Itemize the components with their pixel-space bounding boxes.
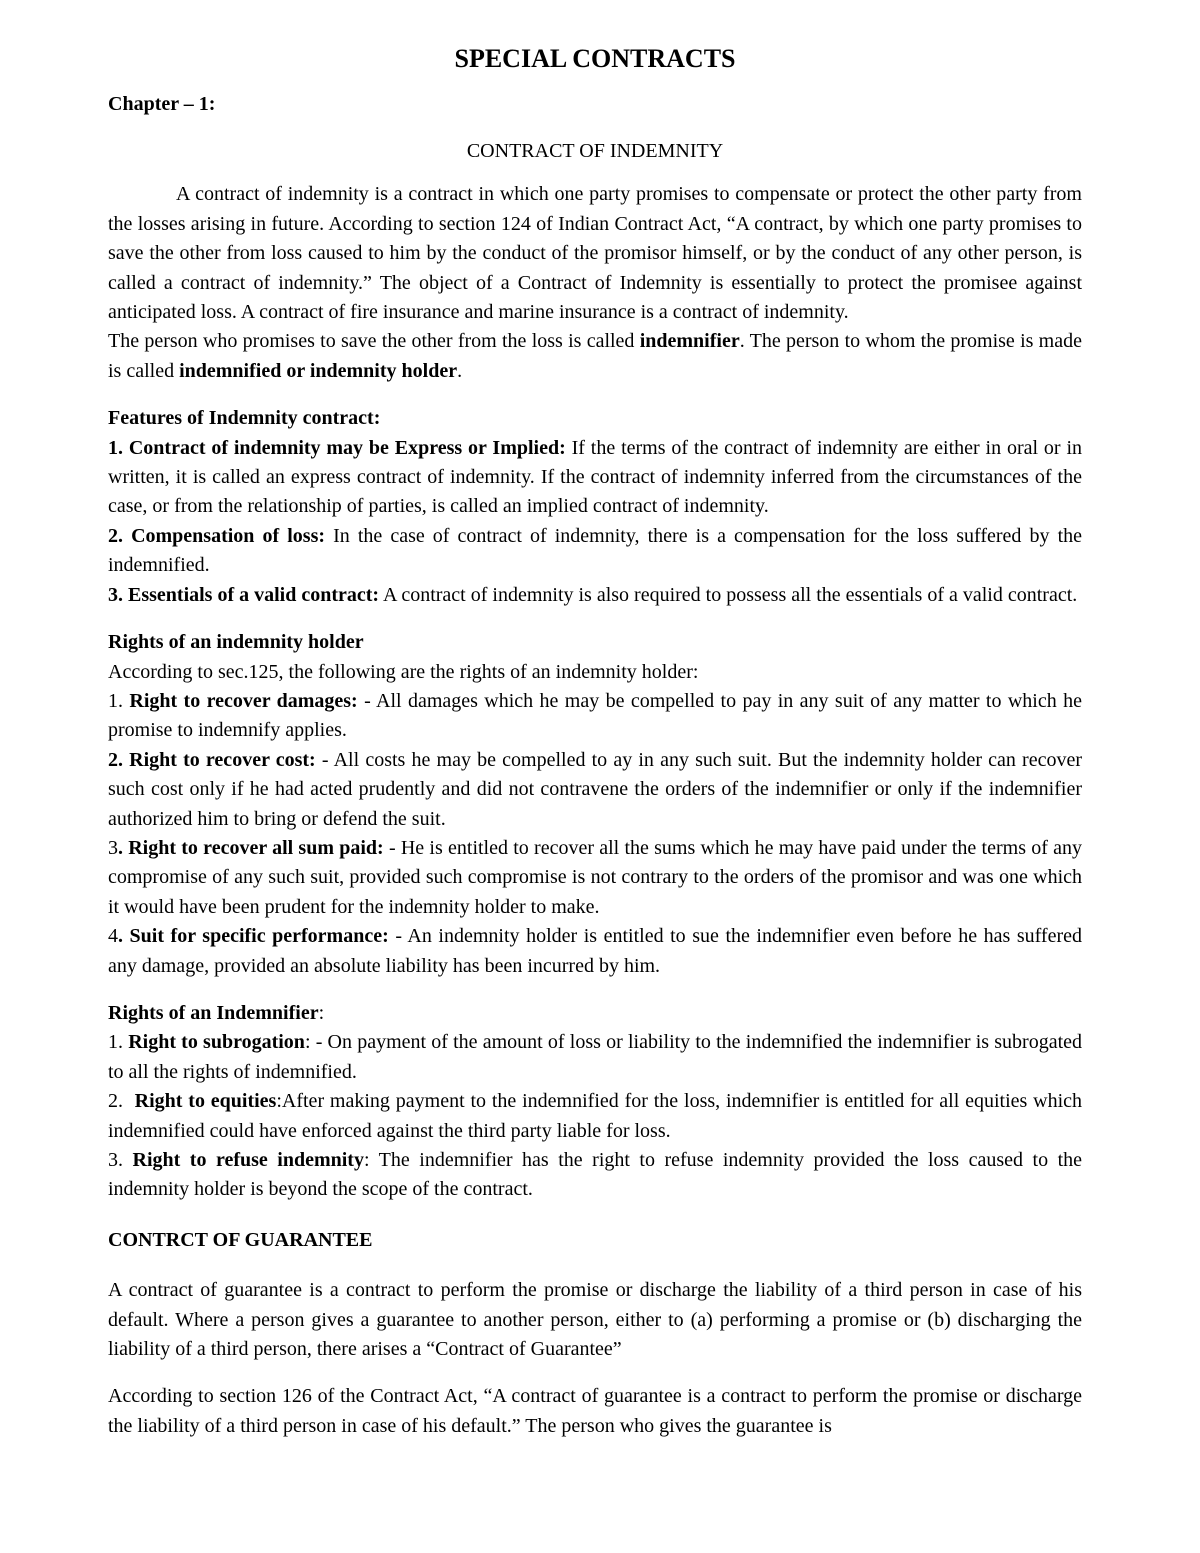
feature-item — [108, 522, 1082, 581]
item-number: 1. — [108, 1031, 129, 1054]
holder-right-item — [108, 746, 1082, 834]
item-label: . Right to recover all sum paid: — [118, 836, 384, 859]
indemnified-term: indemnified or indemnity holder — [179, 359, 458, 382]
holder-rights-intro: According to sec.125, the following are the rights of an indemnity holder: — [108, 660, 699, 683]
holder-rights-heading: Rights of an indemnity holder — [108, 631, 364, 654]
indemnity-definitions — [108, 327, 1082, 386]
holder-right-item — [108, 922, 1082, 981]
feature-label: 2. Compensation of loss: — [108, 524, 326, 547]
feature-item — [108, 434, 1082, 522]
feature-text: In the case of contract of indemnity, there is a compensation for the loss suffered by the indemnified. — [108, 524, 1082, 577]
holder-right-item — [108, 834, 1082, 922]
item-text: - He is entitled to recover all the sums which he may have paid under the terms of any compromise of any such suit, provided such compromise is not contrary to the orders of the promisor and was one which it would have been prudent for the indemnity holder to make. — [108, 836, 1083, 918]
indemnifier-term: indemnifier — [639, 330, 740, 353]
item-text: - An indemnity holder is entitled to sue the indemnifier even before he has suffered any damage, provided an absolute liability has been incurred by him. — [108, 925, 1082, 977]
guarantee-para-1: A contract of guarantee is a contract to perform the promise or discharge the liability of a third person in case of his default. Where a person gives a guarantee to another person, either to (a) performing a promise or (b) discharging the liability of a third person, there arises a “Contract of Guarantee” — [108, 1279, 1082, 1361]
item-text: : The indemnifier has the right to refuse indemnity provided the loss caused to the indemnity holder is beyond the scope of the contract. — [108, 1149, 1082, 1201]
page-content — [108, 40, 1082, 1441]
item-label: 2. Right to recover cost: — [108, 748, 316, 771]
item-number: 3. — [108, 1149, 133, 1171]
holder-right-item — [108, 687, 1082, 746]
item-text: - All damages which he may be compelled to pay in any suit of any matter to which he promise to indemnify applies. — [108, 689, 1082, 742]
indemnity-heading: CONTRACT OF INDEMNITY — [466, 140, 724, 162]
item-number: 1. — [108, 689, 130, 712]
indemnifier-right-item — [108, 1028, 1082, 1087]
def-text-b: . The person to whom the promise is made is called — [108, 330, 1082, 382]
feature-item — [108, 581, 1082, 610]
item-text: :After making payment to the indemnified for the loss, indemnifier is entitled for all equities which indemnified could have enforced against the third party liable for loss. — [108, 1090, 1082, 1142]
features-heading: Features of Indemnity contract: — [108, 407, 381, 430]
guarantee-heading: CONTRCT OF GUARANTEE — [108, 1228, 373, 1251]
item-text: : - On payment of the amount of loss or liability to the indemnified the indemnifier is subrogated to all the rights of indemnified. — [108, 1031, 1083, 1083]
heading-suffix: : — [318, 1001, 325, 1024]
def-text-end: . — [457, 359, 463, 382]
item-label: Right to refuse indemnity — [132, 1149, 364, 1171]
item-label: . Suit for specific performance: — [118, 925, 389, 948]
document-title: SPECIAL CONTRACTS — [454, 44, 736, 73]
feature-text: If the terms of the contract of indemnity are either in oral or in written, it is called an express contract of indemnity. If the contract of indemnity inferred from the circumstances of the case, or from the relationship of parties, is called an implied contract of indemnity. — [108, 436, 1082, 518]
guarantee-para-2: According to section 126 of the Contract Act, “A contract of guarantee is a contract to perform the promise or discharge the liability of a third person in case of his default.” The person who gives the guarantee is — [108, 1385, 1082, 1437]
item-label: Right to equities — [134, 1090, 277, 1113]
indemnifier-right-item — [108, 1146, 1082, 1205]
item-label: Right to subrogation — [128, 1031, 305, 1054]
item-number: 4 — [108, 925, 118, 948]
feature-label: 1. Contract of indemnity may be Express or Implied: — [108, 436, 566, 459]
item-number: 3 — [108, 836, 118, 859]
indemnifier-right-item — [108, 1087, 1082, 1146]
indemnifier-rights-heading-line — [108, 999, 1082, 1028]
item-number: 2. — [108, 1090, 135, 1113]
item-label: Right to recover damages: — [129, 689, 358, 712]
indemnity-intro: A contract of indemnity is a contract in which one party promises to compensate or protect the other party from the losses arising in future. According to section 124 of Indian Contract Act, “A contract, by which one party promises to save the other from loss caused to him by the conduct of the promisor himself, or by the conduct of any other person, is called a contract of indemnity.” The object of a Contract of Indemnity is essentially to protect the promisee against anticipated loss. A contract of fire insurance and marine insurance is a contract of indemnity. — [108, 183, 1082, 324]
feature-label: 3. Essentials of a valid contract: — [108, 583, 380, 606]
def-text-a: The person who promises to save the other from the loss is called — [108, 330, 640, 353]
item-text: - All costs he may be compelled to ay in any such suit. But the indemnity holder can recover such cost only if he had acted prudently and did not contravene the orders of the indemnifier or only if the indemnifier authorized him to bring or defend the suit. — [108, 748, 1082, 830]
chapter-label: Chapter – 1: — [108, 93, 216, 115]
feature-text: A contract of indemnity is also required to possess all the essentials of a valid contract. — [379, 583, 1078, 606]
indemnifier-rights-heading: Rights of an Indemnifier — [108, 1001, 319, 1024]
